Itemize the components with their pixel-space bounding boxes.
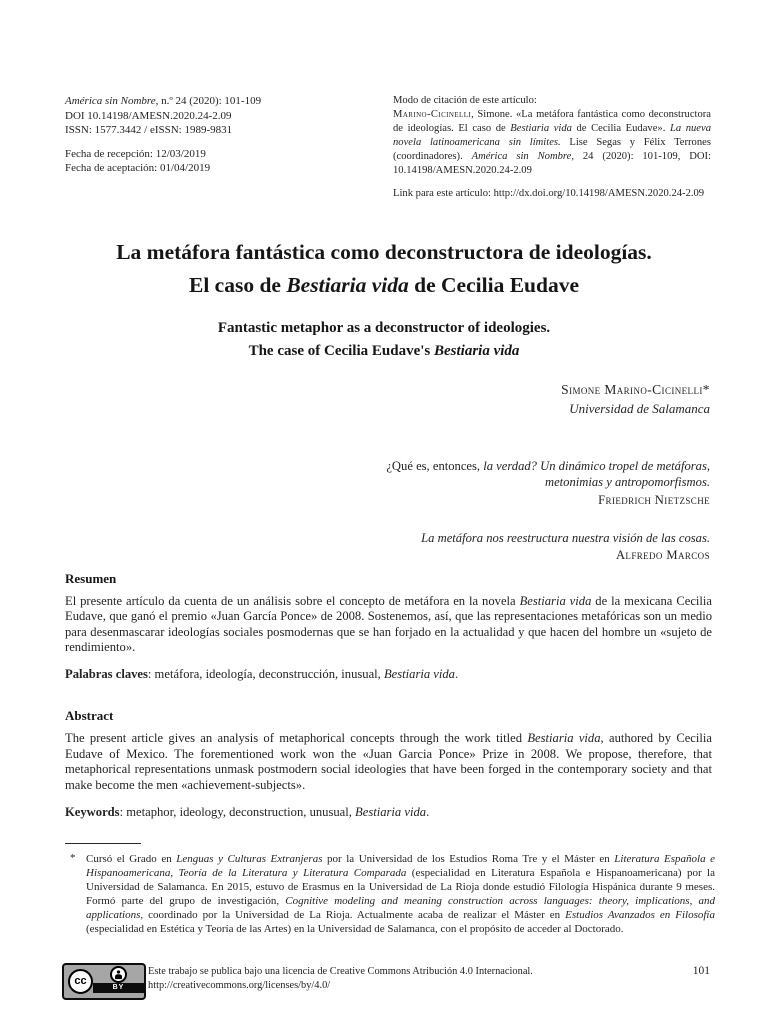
article-title-english [0, 317, 768, 362]
author-block [561, 382, 710, 417]
journal-info-block [65, 94, 365, 176]
attribution-badge [93, 964, 144, 999]
page-footer [0, 960, 768, 1010]
article-doi-link[interactable]: Link para este artículo: http://dx.doi.org/10.14198/AMESN.2020.24-2.09 [393, 187, 705, 199]
abstracts-column [65, 571, 712, 820]
author-affiliation: Universidad de Salamanca [569, 401, 710, 416]
resumen-heading: Resumen [65, 571, 117, 586]
creative-commons-icon: cc [68, 969, 93, 994]
abstract-section [65, 708, 712, 819]
acceptance-date-line: Fecha de aceptación: 01/04/2019 [65, 162, 211, 175]
page-number: 101 [692, 965, 710, 977]
author-name: Simone Marino-Cicinelli* [561, 382, 710, 397]
title-es-line1: La metáfora fantástica como deconstructora de ideologías. [116, 240, 652, 264]
title-en-line1: Fantastic metaphor as a deconstructor of ideologies. [217, 320, 551, 336]
footnote-text: Cursó el Grado en Lenguas y Culturas Extranjeras por la Universidad de los Estudios Roma Tre y el Máster en Literatura Española e Hispanoamericana, Teoría de la Literatura y Literatura Comparada (especialidad en Literatura Española e Hispanoamericana) por la Universidad de Salamanca. En 2015, estuvo de Erasmus en la Universidad de La Rioja donde estudió Filología Hispánica durante 9 meses. Formó parte del grupo de investigación, Cognitive modeling and meaning construction across languages: theory, implications, and applications, coordinado por la Universidad de La Rioja. Actualmente acaba de realizar el Máster en Estudios Avanzados en Filosofía (especialidad en Estética y Teoría de las Artes) en la Universidad de Salamanca, con el propósito de acceder al Doctorado. [86, 853, 716, 936]
footnote-body [65, 852, 715, 936]
title-en-line2: The case of Cecilia Eudave's Bestiaria vida [248, 342, 520, 359]
journal-issue-line: América sin Nombre, n.º 24 (2020): 101-109 [65, 95, 262, 107]
epigraph-quote: ¿Qué es, entonces, la verdad? Un dinámico tropel de metáforas, metonimias y antropomorfismos. [386, 459, 710, 490]
keywords-line: Keywords: metaphor, ideology, deconstruction, unusual, Bestiaria vida. [65, 804, 430, 819]
article-title-spanish [0, 236, 768, 303]
cc-by-license-badge[interactable] [62, 963, 146, 1000]
epigraph-marcos [340, 530, 710, 564]
author-footnote-block [65, 843, 715, 936]
title-es-line2: El caso de Bestiaria vida de Cecilia Eudave [188, 273, 579, 298]
epigraph-nietzsche [340, 458, 710, 508]
epigraph-author: Alfredo Marcos [615, 548, 710, 563]
epigraphs-block [340, 458, 710, 586]
abstract-text: The present article gives an analysis of metaphorical concepts through the work titled Bestiaria vida, authored by Cecilia Eudave of Mexico. The forementioned work won the «Juan Garcia Ponce» Prize in 2008. We propose, therefore, that metaphorical representations unmask postmodern social ideologies that have been forged in the contemporary society and that make become the men «achievement-subjects». [65, 731, 712, 792]
citation-text: Marino-Cicinelli, Simone. «La metáfora fantástica como deconstructora de ideologías. El caso de Bestiaria vida de Cecilia Eudave». La nueva novela latinoamericana sin límites. Lise Segas y Félix Terrones (coordinadores). América sin Nombre, 24 (2020): 101-109, DOI: 10.14198/AMESN.2020.24-2.09 [393, 108, 711, 176]
resumen-text: El presente artículo da cuenta de un análisis sobre el concepto de metáfora en la novela Bestiaria vida de la mexicana Cecilia Eudave, que ganó el premio «Juan García Ponce» de 2008. Sostenemos, así, que las representaciones metafóricas son un medio para desenmascarar ideologías sociales posmodernas que se han forjado en la actualidad y que hacen del hombre un «sujeto de rendimiento». [65, 594, 713, 655]
issn-line: ISSN: 1577.3442 / eISSN: 1989-9831 [65, 124, 233, 137]
footnote-divider [65, 843, 141, 844]
footnote-asterisk: * [70, 852, 76, 864]
epigraph-author: Friedrich Nietzsche [598, 492, 710, 507]
reception-date-line: Fecha de recepción: 12/03/2019 [65, 147, 206, 160]
license-url[interactable]: http://creativecommons.org/licenses/by/4.0/ [148, 980, 331, 992]
palabras-claves-line: Palabras claves: metáfora, ideología, deconstrucción, inusual, Bestiaria vida. [65, 667, 459, 682]
abstract-heading: Abstract [65, 708, 114, 724]
person-icon [110, 966, 127, 983]
license-statement: Este trabajo se publica bajo una licencia de Creative Commons Atribución 4.0 Internacional. [148, 966, 533, 977]
license-text-block [148, 965, 588, 993]
by-label: BY [93, 983, 144, 993]
resumen-section [65, 571, 712, 682]
doi-line: DOI 10.14198/AMESN.2020.24-2.09 [65, 109, 232, 122]
epigraph-quote: La metáfora nos reestructura nuestra visión de las cosas. [421, 531, 710, 546]
citation-label: Modo de citación de este artículo: [393, 95, 537, 106]
citation-block [393, 94, 711, 201]
